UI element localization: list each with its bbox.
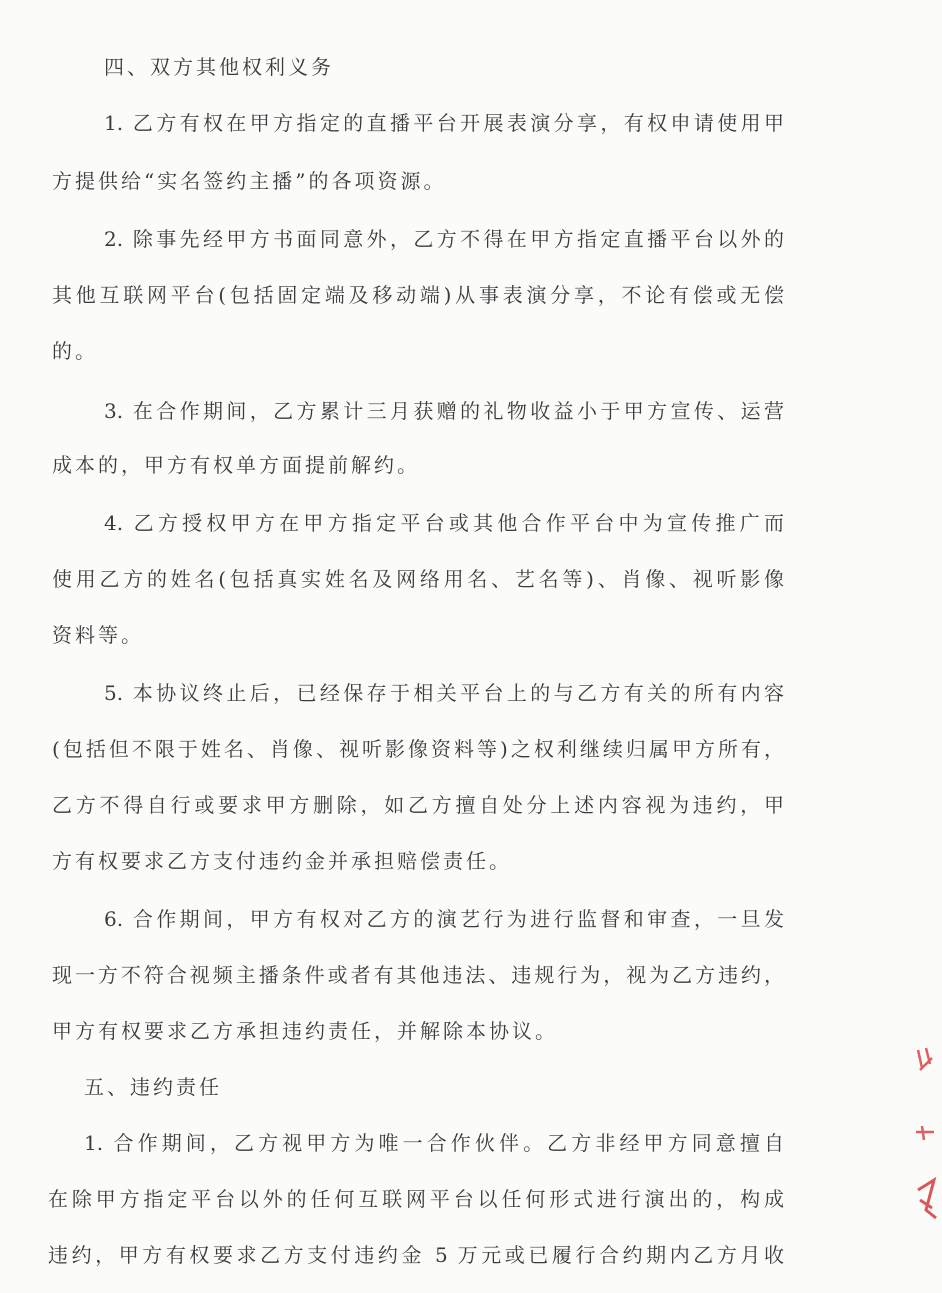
paragraph-line: 现一方不符合视频主播条件或者有其他违法、违规行为，视为乙方违约， (52, 963, 784, 987)
paragraph-line: (包括但不限于姓名、肖像、视听影像资料等)之权利继续归属甲方所有， (52, 737, 784, 761)
paragraph-line: 方提供给“实名签约主播”的各项资源。 (52, 169, 447, 193)
paragraph-line: 在除甲方指定平台以外的任何互联网平台以任何形式进行演出的，构成 (48, 1187, 784, 1211)
paragraph-line: 3. 在合作期间，乙方累计三月获赠的礼物收益小于甲方宣传、运营 (104, 399, 784, 423)
paragraph-line: 5. 本协议终止后，已经保存于相关平台上的与乙方有关的所有内容 (104, 681, 784, 705)
paragraph-line: 方有权要求乙方支付违约金并承担赔偿责任。 (52, 849, 512, 873)
paragraph-line: 6. 合作期间，甲方有权对乙方的演艺行为进行监督和审查，一旦发 (104, 907, 784, 931)
paragraph-line: 2. 除事先经甲方书面同意外，乙方不得在甲方指定直播平台以外的 (104, 227, 784, 251)
paragraph-line: 1. 乙方有权在甲方指定的直播平台开展表演分享，有权申请使用甲 (104, 111, 784, 135)
paragraph-line: 使用乙方的姓名(包括真实姓名及网络用名、艺名等)、肖像、视听影像 (52, 567, 784, 591)
paragraph-line: 资料等。 (52, 623, 144, 647)
paragraph-line: 违约，甲方有权要求乙方支付违约金 5 万元或已履行合约期内乙方月收 (48, 1243, 784, 1267)
paragraph-line: 甲方有权要求乙方承担违约责任，并解除本协议。 (52, 1019, 558, 1043)
paragraph-line: 其他互联网平台(包括固定端及移动端)从事表演分享，不论有偿或无偿 (52, 283, 784, 307)
seal-fragment-icon (912, 1040, 942, 1240)
paragraph-line: 成本的，甲方有权单方面提前解约。 (52, 453, 420, 477)
paragraph-line: 1. 合作期间，乙方视甲方为唯一合作伙伴。乙方非经甲方同意擅自 (84, 1131, 784, 1155)
section-heading-4: 四、双方其他权利义务 (104, 55, 334, 79)
paragraph-line: 乙方不得自行或要求甲方删除，如乙方擅自处分上述内容视为违约，甲 (52, 793, 784, 817)
paragraph-line: 4. 乙方授权甲方在甲方指定平台或其他合作平台中为宣传推广而 (104, 511, 784, 535)
paragraph-line: 的。 (52, 339, 98, 363)
section-heading-5: 五、违约责任 (84, 1075, 222, 1099)
